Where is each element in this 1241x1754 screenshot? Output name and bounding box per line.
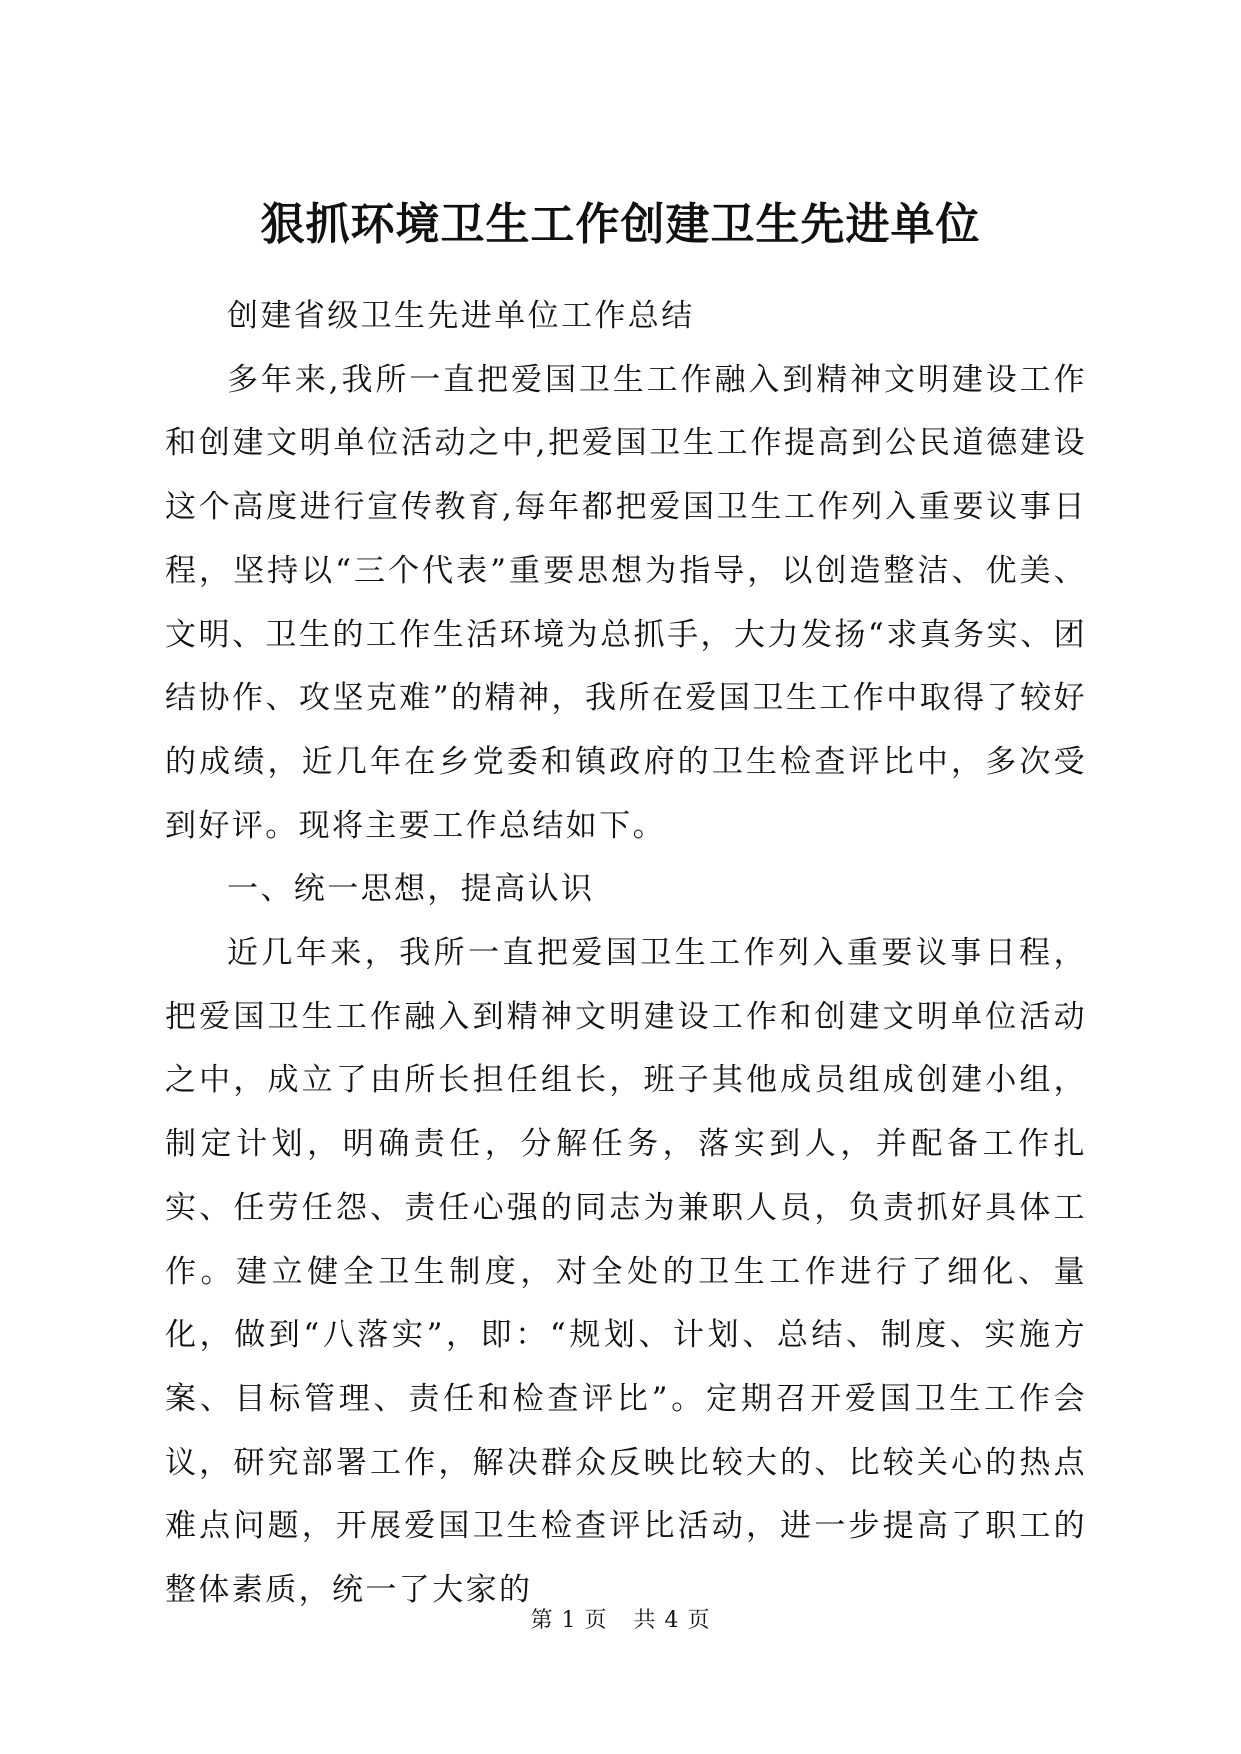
document-title: 狠抓环境卫生工作创建卫生先进单位 <box>260 199 981 250</box>
page-number: 第 1 页 <box>530 1608 608 1633</box>
page-total: 共 4 页 <box>633 1608 711 1633</box>
subtitle-paragraph: 创建省级卫生先进单位工作总结 <box>227 298 695 334</box>
section-paragraph: 近几年来，我所一直把爱国卫生工作列入重要议事日程，把爱国卫生工作融入到精神文明建设工作和创建文明单位活动之中，成立了由所长担任组长，班子其他成员组成创建小组，制定计划，明确责任，分解任务，落实到人，并配备工作扎实、任劳任怨、责任心强的同志为兼职人员，负责抓好具体工作。建立健全卫生制度，对全处的卫生工作进行了细化、量化，做到“八落实”，即：“规划、计划、总结、制度、实施方案、目标管理、责任和检查评比”。定期召开爱国卫生工作会议，研究部署工作，解决群众反映比较大的、比较关心的热点难点问题，开展爱国卫生检查评比活动，进一步提高了职工的整体素质，统一了大家的 <box>165 935 1087 1609</box>
document-body <box>165 285 1087 1623</box>
intro-paragraph: 多年来,我所一直把爱国卫生工作融入到精神文明建设工作和创建文明单位活动之中,把爱国卫生工作提高到公民道德建设这个高度进行宣传教育,每年都把爱国卫生工作列入重要议事日程，坚持以“三个代表”重要思想为指导，以创造整洁、优美、文明、卫生的工作生活环境为总抓手，大力发扬“求真务实、团结协作、攻坚克难”的精神，我所在爱国卫生工作中取得了较好的成绩，近几年在乡党委和镇政府的卫生检查评比中，多次受到好评。现将主要工作总结如下。 <box>165 361 1087 844</box>
page-footer <box>0 1606 1241 1636</box>
section-heading: 一、统一思想，提高认识 <box>227 871 595 908</box>
